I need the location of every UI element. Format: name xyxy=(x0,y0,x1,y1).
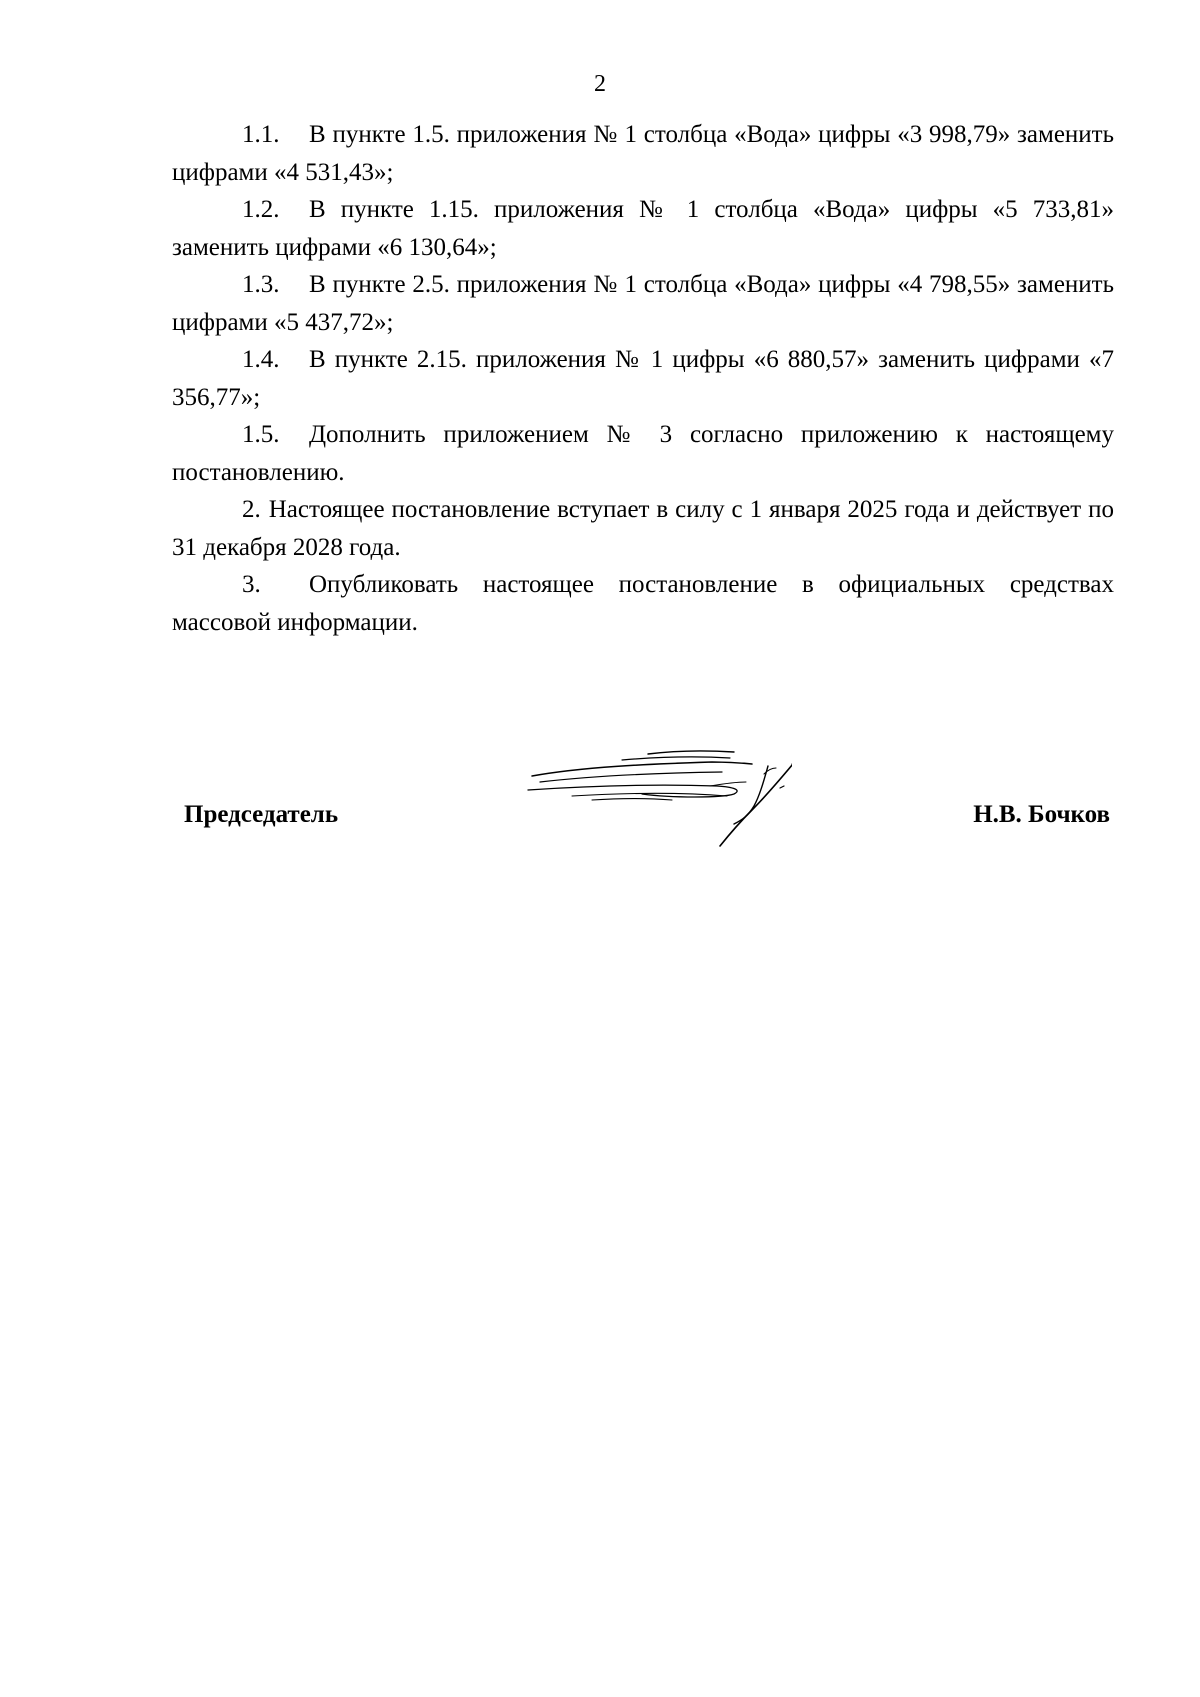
paragraph-1-2 xyxy=(172,191,1114,266)
paragraph-text: В пункте 2.15. приложения № 1 цифры «6 880,57» заменить цифрами «7 356,77»; xyxy=(172,346,1114,411)
signatory-title: Председатель xyxy=(184,801,339,828)
paragraph-number: 1.3. xyxy=(242,271,280,298)
paragraph-text: В пункте 2.5. приложения № 1 столбца «Вода» цифры «4 798,55» заменить цифрами «5 437,72»; xyxy=(172,271,1114,336)
paragraph-number: 3. xyxy=(242,571,261,598)
paragraph-text: Опубликовать настоящее постановление в официальных средствах массовой информации. xyxy=(172,571,1114,636)
paragraph-text: В пункте 1.5. приложения № 1 столбца «Вода» цифры «3 998,79» заменить цифрами «4 531,43»; xyxy=(172,121,1114,186)
paragraph-3 xyxy=(172,566,1114,641)
paragraph-text: Настоящее постановление вступает в силу с 1 января 2025 года и действует по 31 декабря 2028 года. xyxy=(172,496,1114,561)
paragraph-1-5 xyxy=(172,416,1114,491)
paragraph-text: Дополнить приложением № 3 согласно приложению к настоящему постановлению. xyxy=(172,421,1114,486)
page-number: 2 xyxy=(594,71,606,97)
signature-block xyxy=(172,740,1114,850)
document-body xyxy=(172,116,1114,641)
handwritten-signature xyxy=(472,740,792,850)
paragraph-1-1 xyxy=(172,116,1114,191)
paragraph-2 xyxy=(172,491,1114,566)
paragraph-number: 1.5. xyxy=(242,421,280,448)
paragraph-1-3 xyxy=(172,266,1114,341)
paragraph-number: 2. xyxy=(242,496,261,523)
paragraph-text: В пункте 1.15. приложения № 1 столбца «Вода» цифры «5 733,81» заменить цифрами «6 130,64»; xyxy=(172,196,1114,261)
paragraph-number: 1.1. xyxy=(242,121,280,148)
signatory-name: Н.В. Бочков xyxy=(973,801,1110,828)
paragraph-number: 1.2. xyxy=(242,196,280,223)
paragraph-1-4 xyxy=(172,341,1114,416)
paragraph-number: 1.4. xyxy=(242,346,280,373)
